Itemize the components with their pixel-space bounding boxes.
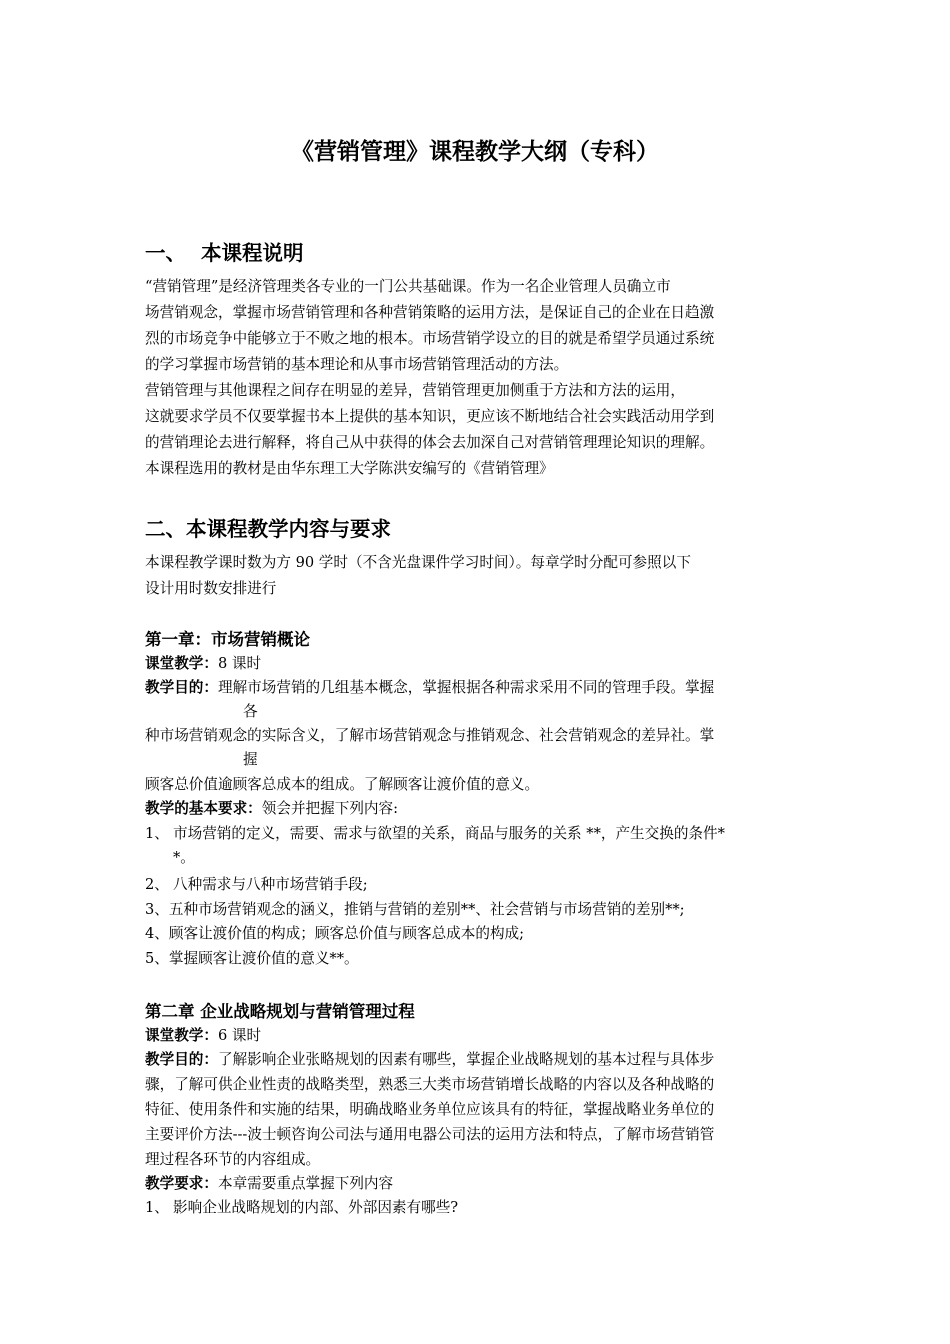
section-heading-2: 二、本课程教学内容与要求 [145, 517, 391, 541]
paragraph-line: 的营销理论去进行解释，将自己从中获得的体会去加深自己对营销管理理论知识的理解。 [145, 434, 715, 451]
teaching-goal-line: 种市场营销观念的实际含义，了解市场营销观念与推销观念、社会营销观念的差异社。掌 [145, 727, 715, 744]
list-item: 5、掌握顾客让渡价值的意义**。 [145, 950, 359, 967]
paragraph-line: 的学习掌握市场营销的基本理论和从事市场营销管理活动的方法。 [145, 356, 569, 373]
teaching-goal: 教学目的：了解影响企业张略规划的因素有哪些，掌握企业战略规划的基本过程与具体步 [145, 1051, 715, 1068]
paragraph-line: “营销管理”是经济管理类各专业的一门公共基础课。作为一名企业管理人员确立市 [145, 278, 671, 295]
list-item: 1、 影响企业战略规划的内部、外部因素有哪些? [145, 1199, 459, 1216]
paragraph-line: 场营销观念，掌握市场营销管理和各种营销策略的运用方法，是保证自己的企业在日趋激 [145, 304, 715, 321]
chapter-heading-2: 第二章 企业战略规划与营销管理过程 [145, 1002, 415, 1021]
teaching-goal: 教学目的：理解市场营销的几组基本概念，掌握根据各种需求采用不同的管理手段。掌握 [145, 679, 715, 696]
list-item: 2、 八种需求与八种市场营销手段; [145, 876, 368, 893]
list-item: 4、顾客让渡价值的构成；顾客总价值与顾客总成本的构成; [145, 925, 525, 942]
chapter-heading-1: 第一章：市场营销概论 [145, 630, 310, 649]
wrapped-char: 握 [243, 751, 258, 768]
basic-requirements: 教学的基本要求：领会并把握下列内容: [145, 800, 399, 817]
paragraph-line: 营销管理与其他课程之间存在明显的差异，营销管理更加侧重于方法和方法的运用， [145, 382, 685, 399]
paragraph-line: 这就要求学员不仅要掌握书本上提供的基本知识，更应该不断地结合社会实践活动用学到 [145, 408, 715, 425]
paragraph-line: 本课程选用的教材是由华东理工大学陈洪安编写的《营销管理》 [145, 460, 554, 477]
list-item: 1、 市场营销的定义，需要、需求与欲望的关系，商品与服务的关系 **，产生交换的条件* *。 [145, 825, 725, 866]
section-number: 一、 [145, 241, 186, 265]
paragraph-line: 烈的市场竞争中能够立于不败之地的根本。市场营销学设立的目的就是希望学员通过系统 [145, 330, 715, 347]
wrapped-char: 各 [243, 703, 258, 720]
list-item: 3、五种市场营销观念的涵义，推销与营销的差别**、社会营销与市场营销的差别**; [145, 901, 685, 918]
class-hours: 课堂教学：8 课时 [145, 655, 262, 672]
teaching-goal-line: 主要评价方法---波士顿咨询公司法与通用电器公司法的运用方法和特点，了解市场营销管 [145, 1126, 715, 1143]
teaching-goal-line: 理过程各环节的内容组成。 [145, 1151, 321, 1168]
paragraph-line: 本课程教学课时数为方 90 学时（不含光盘课件学习时间）。每章学时分配可参照以下 [145, 554, 691, 571]
class-hours: 课堂教学：6 课时 [145, 1027, 262, 1044]
teaching-goal-line: 骤，了解可供企业性责的战略类型，熟悉三大类市场营销增长战略的内容以及各种战略的 [145, 1076, 715, 1093]
teaching-goal-line: 特征、使用条件和实施的结果，明确战略业务单位应该具有的特征，掌握战略业务单位的 [145, 1101, 715, 1118]
teaching-requirements: 教学要求：本章需要重点掌握下列内容 [145, 1175, 394, 1192]
page-title: 《营销管理》课程教学大纲（专科） [291, 139, 659, 165]
paragraph-line: 设计用时数安排进行 [145, 580, 277, 597]
section-title: 本课程说明 [201, 241, 304, 265]
section-heading-1 [145, 236, 304, 266]
teaching-goal-line: 顾客总价值逾顾客总成本的组成。了解顾客让渡价值的意义。 [145, 776, 540, 793]
